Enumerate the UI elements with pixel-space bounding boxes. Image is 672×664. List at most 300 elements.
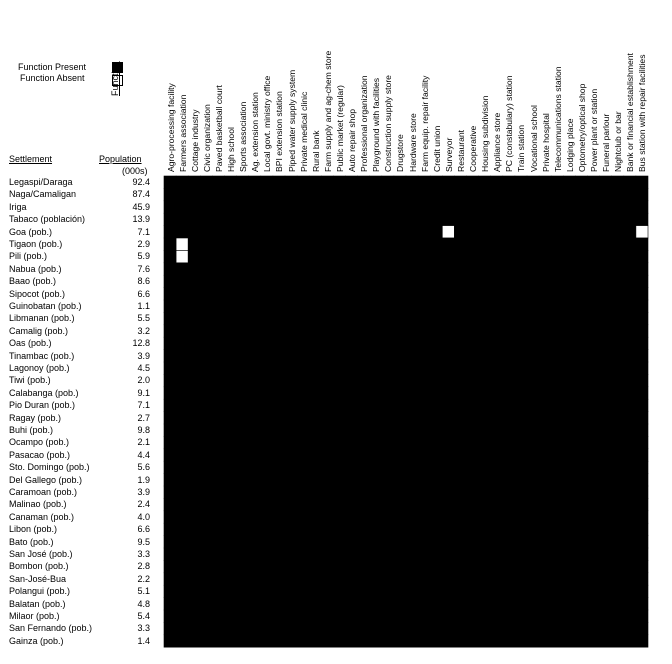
cell-present <box>225 288 237 300</box>
cell-present <box>309 560 321 572</box>
cell-present <box>527 560 539 572</box>
cell-present <box>600 536 612 548</box>
cell-present <box>515 610 527 622</box>
cell-present <box>285 585 297 597</box>
cell-present <box>575 300 587 312</box>
cell-present <box>418 486 430 498</box>
cell-present <box>285 213 297 225</box>
cell-present <box>454 226 466 238</box>
cell-present <box>418 610 430 622</box>
cell-present <box>370 226 382 238</box>
cell-present <box>600 337 612 349</box>
cell-present <box>527 635 539 647</box>
cell-present <box>333 585 345 597</box>
cell-present <box>588 263 600 275</box>
cell-present <box>237 188 249 200</box>
cell-present <box>563 263 575 275</box>
cell-present <box>575 288 587 300</box>
cell-present <box>551 201 563 213</box>
cell-present <box>636 288 648 300</box>
cell-present <box>600 300 612 312</box>
cell-present <box>612 585 624 597</box>
cell-present <box>624 312 636 324</box>
cell-present <box>358 325 370 337</box>
cell-present <box>430 536 442 548</box>
cell-present <box>249 300 261 312</box>
cell-present <box>358 511 370 523</box>
cell-present <box>454 288 466 300</box>
cell-present <box>164 325 176 337</box>
cell-present <box>467 213 479 225</box>
cell-present <box>249 226 261 238</box>
cell-present <box>237 238 249 250</box>
cell-present <box>430 201 442 213</box>
cell-present <box>588 312 600 324</box>
cell-present <box>563 461 575 473</box>
cell-present <box>430 486 442 498</box>
cell-present <box>515 337 527 349</box>
cell-present <box>237 263 249 275</box>
cell-present <box>261 238 273 250</box>
cell-present <box>612 436 624 448</box>
cell-present <box>418 238 430 250</box>
cell-present <box>309 573 321 585</box>
cell-present <box>600 610 612 622</box>
settlement-name: Pio Duran (pob.) <box>9 400 76 411</box>
cell-present <box>539 201 551 213</box>
cell-present <box>370 523 382 535</box>
settlement-population: 12.8 <box>132 338 150 349</box>
cell-present <box>636 498 648 510</box>
cell-present <box>237 300 249 312</box>
settlement-population: 2.2 <box>137 573 150 584</box>
cell-present <box>563 176 575 188</box>
cell-present <box>309 635 321 647</box>
cell-present <box>358 412 370 424</box>
settlement-population: 9.5 <box>137 536 150 547</box>
cell-present <box>454 523 466 535</box>
cell-present <box>600 288 612 300</box>
cell-present <box>406 548 418 560</box>
cell-present <box>200 238 212 250</box>
cell-present <box>358 387 370 399</box>
cell-present <box>200 635 212 647</box>
cell-present <box>539 560 551 572</box>
cell-present <box>539 288 551 300</box>
cell-present <box>237 213 249 225</box>
cell-present <box>527 176 539 188</box>
cell-present <box>285 226 297 238</box>
cell-present <box>467 610 479 622</box>
cell-present <box>212 424 224 436</box>
cell-present <box>551 399 563 411</box>
cell-present <box>406 436 418 448</box>
cell-present <box>237 622 249 634</box>
cell-present <box>249 610 261 622</box>
cell-present <box>467 275 479 287</box>
cell-present <box>285 350 297 362</box>
cell-present <box>176 387 188 399</box>
cell-present <box>406 424 418 436</box>
function-label: Local govt. ministry office <box>262 75 273 172</box>
cell-present <box>200 424 212 436</box>
cell-present <box>333 226 345 238</box>
cell-present <box>212 536 224 548</box>
cell-present <box>600 486 612 498</box>
cell-present <box>636 635 648 647</box>
cell-present <box>442 325 454 337</box>
cell-present <box>261 560 273 572</box>
cell-present <box>527 523 539 535</box>
cell-present <box>358 226 370 238</box>
cell-present <box>297 374 309 386</box>
cell-present <box>285 424 297 436</box>
cell-present <box>539 300 551 312</box>
cell-present <box>624 598 636 610</box>
cell-present <box>479 511 491 523</box>
settlement-population: 9.1 <box>137 387 150 398</box>
cell-present <box>212 548 224 560</box>
function-label: Lodging place <box>564 118 575 172</box>
cell-present <box>442 486 454 498</box>
cell-present <box>249 474 261 486</box>
cell-present <box>467 288 479 300</box>
cell-present <box>467 536 479 548</box>
function-label: Paved basketball court <box>213 85 224 172</box>
cell-present <box>527 312 539 324</box>
cell-present <box>382 275 394 287</box>
cell-present <box>273 461 285 473</box>
cell-present <box>249 498 261 510</box>
cell-present <box>406 486 418 498</box>
settlement-name: Goa (pob.) <box>9 226 53 237</box>
cell-present <box>285 188 297 200</box>
cell-present <box>321 412 333 424</box>
cell-present <box>297 188 309 200</box>
cell-present <box>176 201 188 213</box>
cell-present <box>563 374 575 386</box>
cell-present <box>454 362 466 374</box>
cell-present <box>394 610 406 622</box>
cell-absent <box>636 226 648 238</box>
cell-present <box>624 374 636 386</box>
cell-present <box>249 263 261 275</box>
cell-present <box>479 399 491 411</box>
cell-present <box>200 362 212 374</box>
cell-present <box>212 412 224 424</box>
cell-present <box>551 300 563 312</box>
cell-present <box>261 511 273 523</box>
cell-present <box>249 585 261 597</box>
cell-present <box>430 374 442 386</box>
cell-present <box>612 238 624 250</box>
cell-present <box>588 536 600 548</box>
cell-present <box>430 350 442 362</box>
cell-present <box>273 263 285 275</box>
cell-present <box>370 498 382 510</box>
cell-present <box>527 300 539 312</box>
cell-present <box>467 598 479 610</box>
cell-present <box>237 312 249 324</box>
cell-present <box>600 461 612 473</box>
cell-present <box>575 511 587 523</box>
cell-present <box>539 176 551 188</box>
cell-present <box>430 387 442 399</box>
cell-present <box>273 350 285 362</box>
cell-present <box>479 213 491 225</box>
cell-present <box>479 300 491 312</box>
cell-present <box>188 300 200 312</box>
cell-present <box>370 573 382 585</box>
settlement-name: Nabua (pob.) <box>9 263 62 274</box>
cell-present <box>297 288 309 300</box>
cell-present <box>370 449 382 461</box>
cell-present <box>467 474 479 486</box>
cell-present <box>261 412 273 424</box>
cell-present <box>382 511 394 523</box>
cell-present <box>575 548 587 560</box>
settlement-name: Tinambac (pob.) <box>9 350 75 361</box>
cell-present <box>600 263 612 275</box>
cell-present <box>636 412 648 424</box>
cell-present <box>297 362 309 374</box>
cell-present <box>479 585 491 597</box>
cell-present <box>370 598 382 610</box>
function-label: Farm equip. repair facility <box>419 75 430 172</box>
cell-present <box>333 523 345 535</box>
cell-present <box>212 350 224 362</box>
cell-present <box>273 238 285 250</box>
cell-present <box>309 598 321 610</box>
function-label: Bank or financial establishment <box>625 53 636 172</box>
cell-present <box>527 573 539 585</box>
cell-present <box>588 362 600 374</box>
cell-present <box>454 350 466 362</box>
cell-present <box>212 610 224 622</box>
cell-present <box>539 585 551 597</box>
cell-present <box>394 288 406 300</box>
cell-present <box>297 387 309 399</box>
cell-present <box>370 275 382 287</box>
cell-present <box>370 560 382 572</box>
cell-present <box>333 412 345 424</box>
cell-present <box>600 325 612 337</box>
cell-present <box>188 226 200 238</box>
function-label: Public market (regular) <box>334 85 345 172</box>
cell-present <box>321 610 333 622</box>
cell-present <box>430 325 442 337</box>
settlement-name: Sipocot (pob.) <box>9 288 66 299</box>
cell-present <box>249 275 261 287</box>
cell-present <box>358 213 370 225</box>
cell-present <box>636 511 648 523</box>
cell-present <box>273 548 285 560</box>
cell-present <box>491 548 503 560</box>
cell-present <box>382 498 394 510</box>
cell-present <box>225 201 237 213</box>
settlement-population: 7.6 <box>137 263 150 274</box>
cell-present <box>600 436 612 448</box>
cell-present <box>321 288 333 300</box>
cell-present <box>370 424 382 436</box>
cell-present <box>273 474 285 486</box>
cell-present <box>382 399 394 411</box>
cell-present <box>491 312 503 324</box>
cell-present <box>297 536 309 548</box>
cell-present <box>249 350 261 362</box>
cell-present <box>588 176 600 188</box>
cell-present <box>527 461 539 473</box>
cell-present <box>212 560 224 572</box>
cell-present <box>225 412 237 424</box>
function-label: Civic organization <box>201 104 212 172</box>
cell-present <box>346 474 358 486</box>
cell-present <box>176 461 188 473</box>
cell-present <box>612 176 624 188</box>
cell-present <box>503 226 515 238</box>
cell-present <box>527 610 539 622</box>
cell-present <box>333 337 345 349</box>
cell-present <box>188 436 200 448</box>
cell-present <box>394 337 406 349</box>
cell-present <box>575 325 587 337</box>
cell-present <box>309 325 321 337</box>
cell-present <box>285 449 297 461</box>
function-label: Cooperative <box>468 125 478 172</box>
cell-present <box>333 188 345 200</box>
cell-present <box>503 412 515 424</box>
cell-present <box>346 412 358 424</box>
cell-present <box>539 337 551 349</box>
cell-present <box>382 337 394 349</box>
function-label: Train station <box>516 125 527 172</box>
cell-present <box>551 312 563 324</box>
cell-present <box>370 238 382 250</box>
cell-present <box>212 474 224 486</box>
cell-present <box>612 350 624 362</box>
cell-present <box>261 424 273 436</box>
settlement-population: 2.4 <box>137 499 150 510</box>
cell-present <box>442 610 454 622</box>
function-label: Sports association <box>238 101 249 172</box>
cell-present <box>212 226 224 238</box>
cell-present <box>575 337 587 349</box>
cell-present <box>333 312 345 324</box>
cell-present <box>430 622 442 634</box>
cell-present <box>406 362 418 374</box>
cell-present <box>467 560 479 572</box>
cell-present <box>309 399 321 411</box>
cell-present <box>333 300 345 312</box>
cell-present <box>394 312 406 324</box>
cell-present <box>612 362 624 374</box>
cell-present <box>394 585 406 597</box>
cell-present <box>237 474 249 486</box>
cell-present <box>418 337 430 349</box>
cell-present <box>200 176 212 188</box>
cell-present <box>418 263 430 275</box>
cell-present <box>575 201 587 213</box>
cell-present <box>333 449 345 461</box>
cell-present <box>285 498 297 510</box>
cell-present <box>418 399 430 411</box>
cell-present <box>551 610 563 622</box>
cell-present <box>575 312 587 324</box>
cell-present <box>418 374 430 386</box>
cell-present <box>527 201 539 213</box>
cell-present <box>285 548 297 560</box>
cell-present <box>515 449 527 461</box>
cell-present <box>382 585 394 597</box>
cell-present <box>249 188 261 200</box>
cell-present <box>261 213 273 225</box>
cell-present <box>551 275 563 287</box>
cell-present <box>164 548 176 560</box>
cell-present <box>588 325 600 337</box>
cell-present <box>394 238 406 250</box>
settlement-population: 2.0 <box>137 375 150 386</box>
cell-present <box>382 536 394 548</box>
cell-present <box>418 573 430 585</box>
settlement-population: 2.8 <box>137 561 150 572</box>
cell-present <box>237 387 249 399</box>
cell-present <box>237 275 249 287</box>
cell-present <box>237 635 249 647</box>
cell-present <box>358 486 370 498</box>
cell-present <box>612 399 624 411</box>
cell-present <box>442 238 454 250</box>
cell-present <box>430 573 442 585</box>
cell-present <box>418 201 430 213</box>
cell-present <box>612 461 624 473</box>
cell-present <box>261 498 273 510</box>
cell-present <box>394 362 406 374</box>
cell-present <box>636 536 648 548</box>
cell-present <box>600 560 612 572</box>
cell-present <box>503 573 515 585</box>
cell-present <box>503 275 515 287</box>
cell-present <box>273 201 285 213</box>
settlement-population: 3.9 <box>137 350 150 361</box>
cell-present <box>539 536 551 548</box>
cell-present <box>237 498 249 510</box>
cell-present <box>418 300 430 312</box>
cell-absent <box>176 250 188 262</box>
cell-present <box>588 350 600 362</box>
cell-present <box>176 226 188 238</box>
cell-present <box>503 201 515 213</box>
cell-present <box>297 412 309 424</box>
cell-present <box>333 399 345 411</box>
cell-present <box>636 325 648 337</box>
cell-present <box>358 474 370 486</box>
cell-present <box>539 511 551 523</box>
cell-present <box>442 449 454 461</box>
cell-present <box>321 325 333 337</box>
cell-present <box>515 263 527 275</box>
cell-present <box>225 461 237 473</box>
cell-present <box>164 226 176 238</box>
cell-present <box>527 598 539 610</box>
cell-present <box>212 486 224 498</box>
cell-present <box>575 536 587 548</box>
cell-present <box>200 350 212 362</box>
cell-present <box>164 461 176 473</box>
cell-present <box>394 474 406 486</box>
cell-present <box>406 610 418 622</box>
cell-present <box>515 226 527 238</box>
cell-present <box>467 263 479 275</box>
